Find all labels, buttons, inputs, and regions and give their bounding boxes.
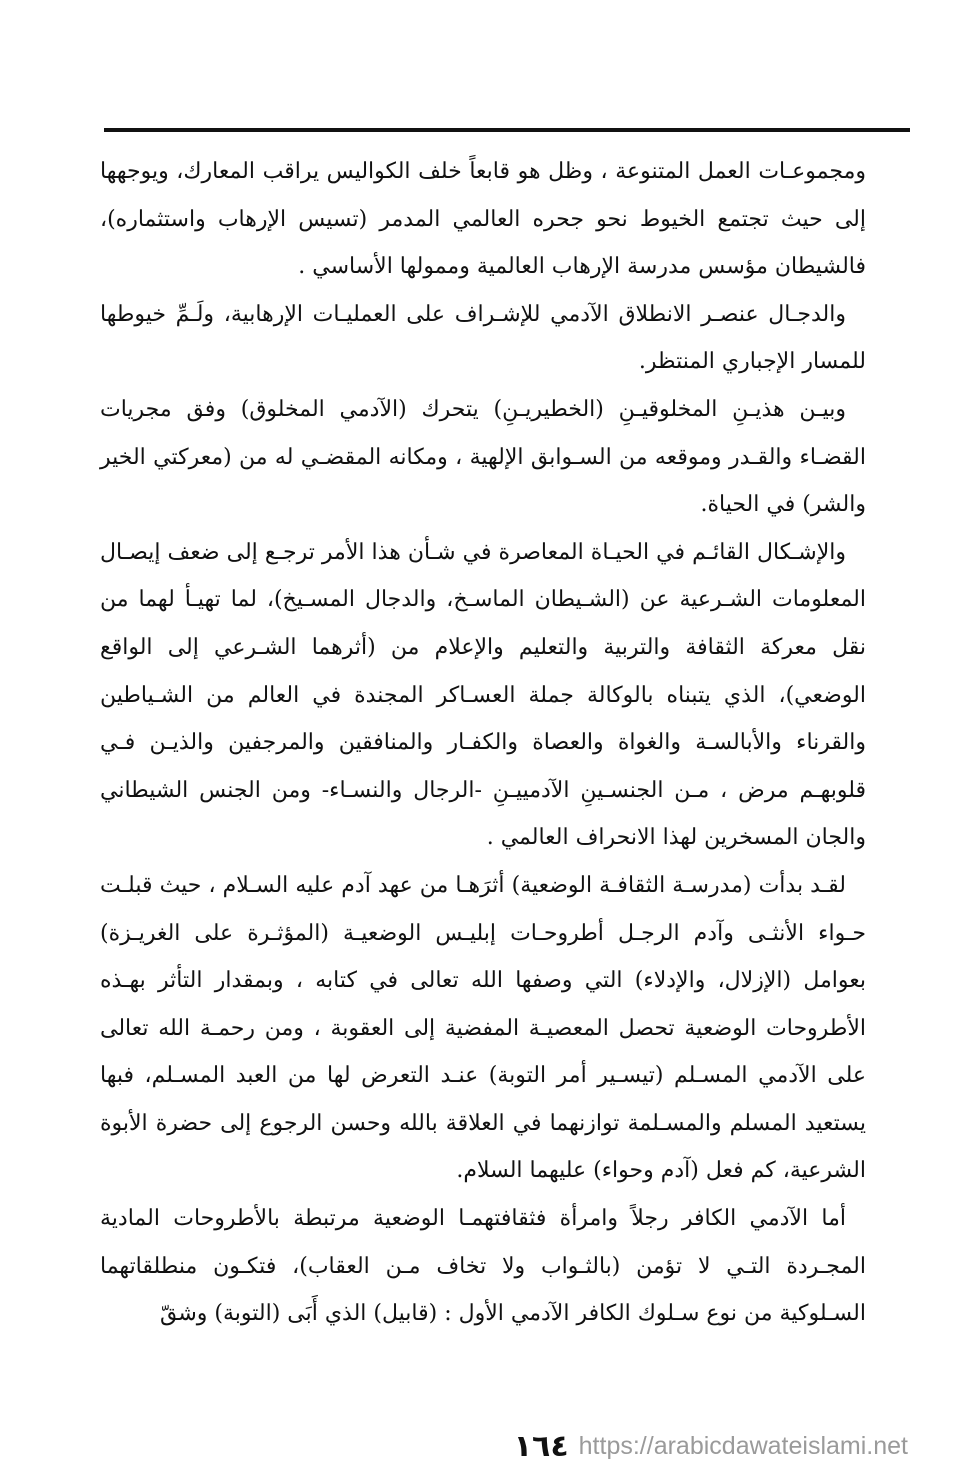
page-footer xyxy=(514,1426,908,1466)
paragraph: وبيـن هذيـنِ المخلوقيـنِ (الخطيريـنِ) يتحرك (الآدمي المخلوق) وفق مجريات القضـاء والقـدر وموقعه من السـوابق الإلهية ، ومكانه المقضـي له من (معركتي الخير والشر) في الحياة. xyxy=(100,396,866,518)
page-number: ١٦٤ xyxy=(513,1428,569,1464)
paragraph: ومجموعـات العمل المتنوعة ، وظل هو قابعاً خلف الكواليس يراقب المعارك، ويوجهها إلى حيث تجتمع الخيوط نحو جحره العالمي المدمر (تسيس الإرهاب واستثماره)، فالشيطان مؤسس مدرسة الإرهاب العالمية وممولها الأساسي . xyxy=(100,159,866,280)
paragraph: لقـد بدأت (مدرسـة الثقافـة الوضعية) أثرَهـا من عهد آدم عليه السـلام ، حيث قبلـت حـواء الأنثـى وآدم الرجـل أطروحـات إبليـس الوضعيـة (المؤثـرة على الغريـزة) بعوامل (الإزلال، والإدلاء) التي وصفها الله تعالى في كتابه ، وبمقدار التأثر بهـذه الأطروحات الوضعية تحصل المعصيـة المفضية إلى العقوبة ، ومن رحمـة الله تعالى على الآدمي المسـلم (تيسـير أمر التوبة) عنـد التعرض لها من العبد المسـلم، فبها يستعيد المسلم والمسـلمة توازنهما في العلاقة بالله وحسن الرجوع إلى حضرة الأبوة الشرعية، كم فعل (آدم وحواء) عليهما السلام. xyxy=(100,872,866,1184)
paragraph: والدجـال عنصـر الانطلاق الآدمي للإشـراف على العمليـات الإرهابية، ولَـمِّ خيوطها للمسار الإجباري المنتظر. xyxy=(100,301,866,375)
paragraph: أما الآدمي الكافر رجلاً وامرأة فثقافتهمـا الوضعية مرتبطة بالأطروحات المادية المجـردة التـي لا تؤمن (بالثـواب ولا تخاف مـن العقاب)، فتكـون منطلقاتهما السـلوكية من نوع سـلوك الكافر الآدمي الأول : (قابيل) الذي أَبَى (التوبة) وشقّ xyxy=(100,1206,866,1327)
watermark-url: https://arabicdawateislami.net xyxy=(578,1431,908,1460)
page-body xyxy=(100,148,866,1338)
header-rule xyxy=(104,128,910,132)
paragraph: والإشـكال القائـم في الحيـاة المعاصرة في شـأن هذا الأمر ترجـع إلى ضعف إيصـال المعلومات الشـرعية عن (الشـيطان الماسـخ، والدجال المسـيخ)، لما تهيـأ لهما من نقل معركة الثقافة والتربية والتعليم والإعلام من (أثرهما الشـرعي إلى الواقع الوضعي)، الذي يتبناه بالوكالة جملة العسـاكر المجندة في العالم من الشـياطين والقرناء والأبالسـة والغواة والعصاة والكفـار والمنافقين والمرجفين والذيـن فـي قلوبهـم مرض ، مـن الجنسـينِ الآدمييـنِ -الرجال والنسـاء- ومن الجنس الشيطاني والجان المسخرين لهذا الانحراف العالمي . xyxy=(100,539,866,851)
